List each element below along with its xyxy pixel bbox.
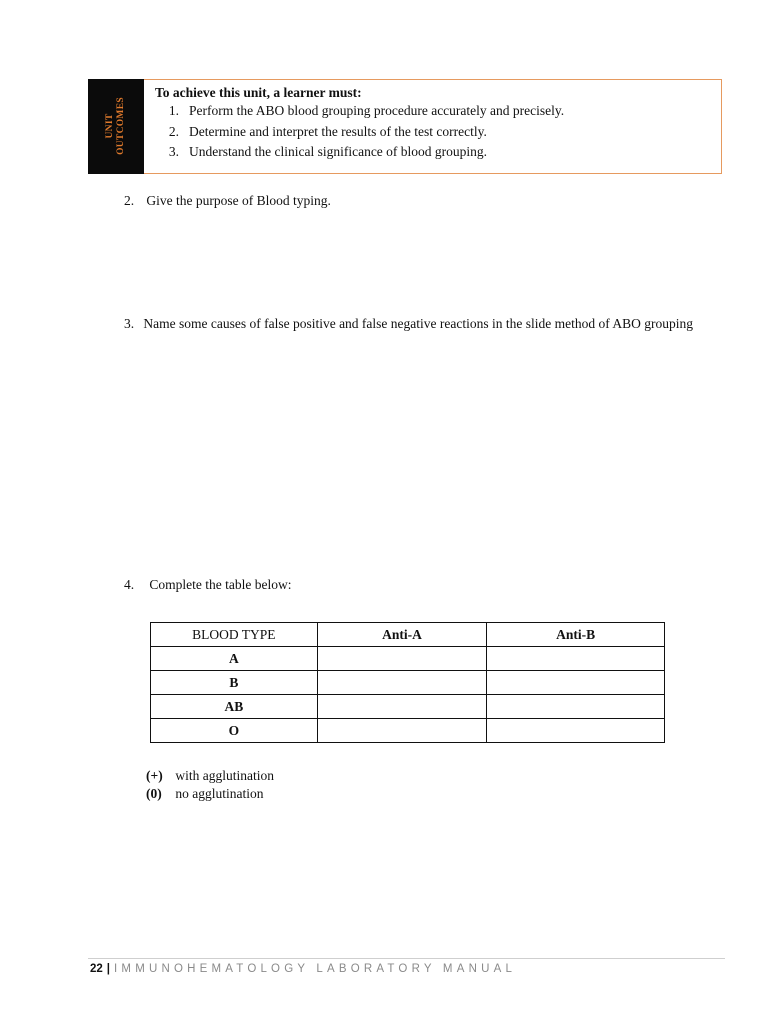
unit-outcomes-heading: To achieve this unit, a learner must:	[155, 85, 362, 100]
outcome-item	[155, 124, 564, 145]
anti-a-answer-cell[interactable]	[317, 719, 487, 743]
outcome-number: 2.	[168, 123, 179, 139]
footer-title: IMMUNOHEMATOLOGY LABORATORY MANUAL	[114, 963, 517, 975]
anti-b-answer-cell[interactable]	[487, 671, 665, 695]
legend-symbol: (+)	[146, 768, 163, 783]
blood-type-cell: O	[151, 719, 318, 743]
outcome-text: Perform the ABO blood grouping procedure accurately and precisely.	[189, 103, 565, 118]
blood-type-table	[150, 622, 665, 743]
outcome-number: 1.	[168, 103, 179, 118]
unit-outcomes-box	[88, 79, 722, 174]
question-number: 4.	[124, 577, 135, 592]
unit-outcomes-side-tab	[88, 79, 144, 174]
table-row	[151, 719, 665, 743]
question-text: Name some causes of false positive and false negative reactions in the slide method of ABO grouping	[143, 316, 693, 331]
blood-type-cell: A	[151, 647, 318, 671]
unit-outcomes-side-label	[105, 97, 127, 155]
anti-a-answer-cell[interactable]	[317, 695, 487, 719]
outcome-item	[155, 144, 564, 165]
legend-text: no agglutination	[175, 786, 264, 801]
unit-outcomes-list	[155, 103, 564, 165]
anti-b-answer-cell[interactable]	[487, 719, 665, 743]
blood-type-cell: AB	[151, 695, 318, 719]
side-label-line1: UNIT	[105, 113, 115, 139]
question-text: Give the purpose of Blood typing.	[146, 193, 331, 208]
outcome-text: Understand the clinical significance of blood grouping.	[189, 144, 488, 159]
legend-negative	[146, 786, 264, 802]
anti-b-answer-cell[interactable]	[487, 695, 665, 719]
legend-positive	[146, 768, 274, 784]
page-footer	[88, 958, 725, 975]
unit-outcomes-content	[144, 79, 722, 174]
question-text: Complete the table below:	[149, 577, 292, 592]
question-2	[124, 193, 331, 209]
blood-type-cell: B	[151, 671, 318, 695]
header-anti-b: Anti-B	[487, 623, 665, 647]
table-row	[151, 671, 665, 695]
question-3	[124, 316, 693, 332]
table-row	[151, 647, 665, 671]
table-row	[151, 695, 665, 719]
outcome-item	[155, 103, 564, 124]
legend-symbol: (0)	[146, 786, 162, 801]
outcome-number: 3.	[168, 144, 179, 159]
question-4	[124, 577, 291, 593]
question-number: 3.	[124, 316, 135, 331]
outcome-text: Determine and interpret the results of the test correctly.	[189, 123, 487, 139]
header-anti-a: Anti-A	[317, 623, 487, 647]
anti-a-answer-cell[interactable]	[317, 671, 487, 695]
question-number: 2.	[124, 193, 135, 208]
header-blood-type: BLOOD TYPE	[151, 623, 318, 647]
footer-separator: |	[106, 963, 111, 975]
anti-b-answer-cell[interactable]	[487, 647, 665, 671]
page-number: 22	[90, 963, 103, 975]
footer-text	[90, 963, 516, 975]
table-header-row	[151, 623, 665, 647]
legend-text: with agglutination	[175, 768, 274, 783]
anti-a-answer-cell[interactable]	[317, 647, 487, 671]
side-label-line2: OUTCOMES	[116, 97, 126, 155]
